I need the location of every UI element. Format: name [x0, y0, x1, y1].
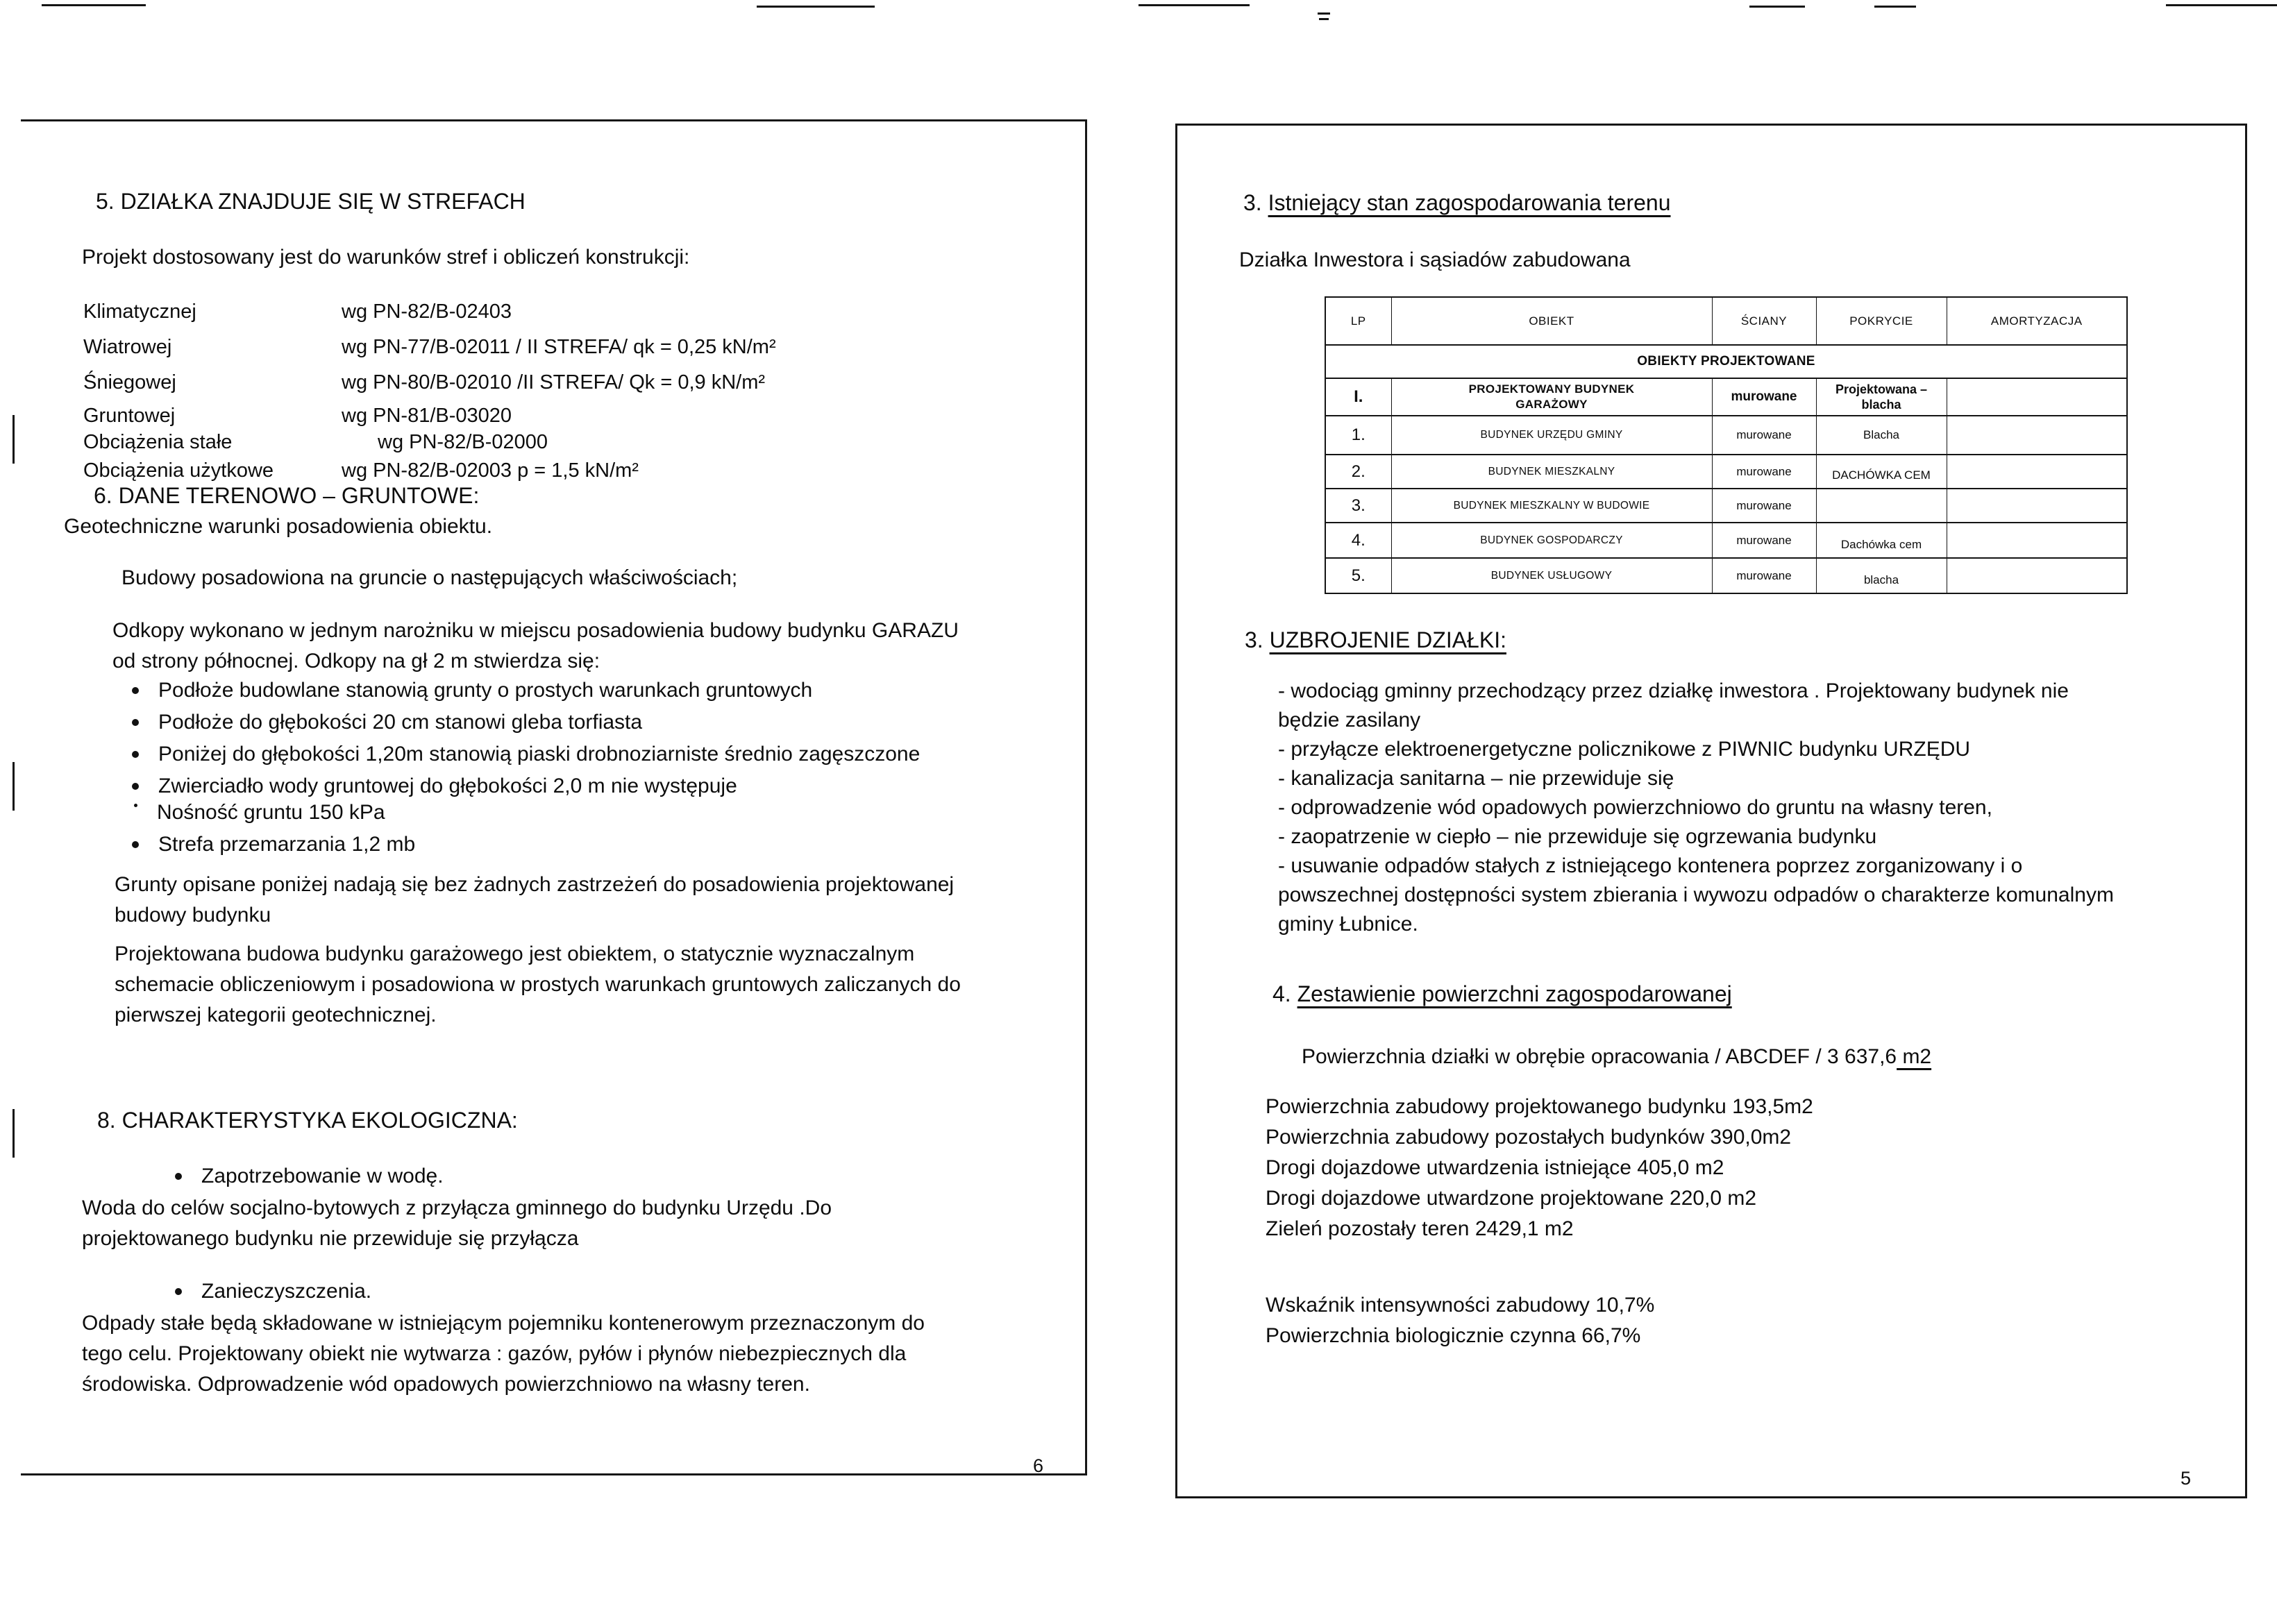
list-line: - wodociąg gminny przechodzący przez działkę inwestora . Projektowany budynek nie: [1278, 679, 2069, 702]
woda-paragraph: [82, 1193, 832, 1254]
section-6-intro: Budowy posadowiona na gruncie o następujących właściwościach;: [121, 566, 738, 589]
area-unit: m2: [1897, 1045, 1932, 1068]
norm-value: wg PN-82/B-02000: [378, 431, 548, 453]
norm-label: Klimatycznej: [83, 301, 196, 323]
section-5-intro: Projekt dostosowany jest do warunków stref i obliczeń konstrukcji:: [82, 246, 690, 269]
list-line: powszechnej dostępności system zbierania i wywozu odpadów o charakterze komunalnym: [1278, 883, 2114, 906]
buildings-table: [1325, 296, 2128, 594]
col-header-lp: LP: [1325, 297, 1391, 345]
norm-value: wg PN-77/B-02011 / II STREFA/ qk = 0,25 kN/m²: [342, 336, 776, 358]
cell-sciany: murowane: [1712, 489, 1816, 523]
cell-obiekt-text: PROJEKTOWANY BUDYNEK GARAŻOWY: [1468, 382, 1635, 411]
cell-lp: 3.: [1325, 489, 1391, 523]
section-title: UZBROJENIE DZIAŁKI:: [1269, 627, 1506, 652]
bullet-text: Podłoże budowlane stanowią grunty o prostych warunkach gruntowych: [158, 679, 813, 702]
cell-lp: I.: [1325, 378, 1391, 416]
bullet-icon: [134, 804, 137, 807]
section-title: Istniejący stan zagospodarowania terenu: [1268, 190, 1671, 215]
cell-pokrycie: Blacha: [1816, 416, 1947, 455]
scan-artifact: [12, 762, 15, 811]
grunty-paragraph: [115, 870, 954, 931]
table-row: [1325, 416, 2127, 455]
cell-sciany: murowane: [1712, 378, 1816, 416]
odkopy-paragraph: [112, 616, 959, 677]
norm-value: wg PN-80/B-02010 /II STREFA/ Qk = 0,9 kN/m²: [342, 371, 766, 394]
section-6-heading: 6. DANE TERENOWO – GRUNTOWE:: [94, 483, 480, 508]
area-text: Powierzchnia działki w obrębie opracowania / ABCDEF / 3 637,6: [1302, 1045, 1897, 1068]
section-title: Zestawienie powierzchni zagospodarowanej: [1297, 981, 1732, 1006]
area-line: [1302, 1042, 1931, 1072]
page-right: [1175, 124, 2247, 1498]
cell-pokrycie: [1816, 378, 1947, 416]
scan-artifact: [2166, 4, 2277, 6]
list-line: - odprowadzenie wód opadowych powierzchniowo do gruntu na własny teren,: [1278, 796, 1992, 819]
cell-lp: 1.: [1325, 416, 1391, 455]
scan-artifact: [1138, 4, 1250, 6]
cell-pokrycie: [1816, 489, 1947, 523]
norm-value: wg PN-81/B-03020: [342, 405, 512, 427]
list-line: Powierzchnia zabudowy pozostałych budynków 390,0m2: [1266, 1126, 1792, 1149]
zestawienie-list: [1266, 1092, 1813, 1244]
scan-artifact: [1749, 6, 1805, 8]
col-header-amortyzacja: AMORTYZACJA: [1947, 297, 2127, 345]
bullet-item: [132, 772, 737, 800]
cell-sciany: murowane: [1712, 558, 1816, 593]
odpady-paragraph: [82, 1308, 925, 1400]
cell-lp: 4.: [1325, 523, 1391, 558]
cell-amortyzacja: [1947, 558, 2127, 593]
scan-artifact: [1319, 18, 1329, 20]
norm-row: [83, 371, 765, 394]
paragraph-line: od strony północnej. Odkopy na gł 2 m stwierdza się:: [112, 650, 600, 673]
scan-artifact: [757, 6, 875, 8]
section-6-subtitle: Geotechniczne warunki posadowienia obiektu.: [64, 515, 493, 538]
table-section-row: [1325, 345, 2127, 378]
section-3-heading: [1243, 189, 1671, 216]
cell-pokrycie: blacha: [1816, 558, 1947, 593]
section-3-subtitle: Działka Inwestora i sąsiadów zabudowana: [1239, 248, 1631, 271]
scan-artifact: [12, 415, 15, 464]
paragraph-line: środowiska. Odprowadzenie wód opadowych powierzchniowo na własny teren.: [82, 1373, 810, 1396]
bullet-text: Zanieczyszczenia.: [201, 1280, 372, 1303]
bullet-item: [175, 1162, 444, 1190]
cell-sciany: murowane: [1712, 455, 1816, 489]
norm-label: Śniegowej: [83, 371, 176, 394]
projektowana-paragraph: [115, 939, 961, 1031]
bullet-item: [132, 709, 642, 736]
table-row: [1325, 558, 2127, 593]
norm-row: [83, 301, 512, 323]
page-number: 6: [1033, 1455, 1044, 1476]
table-row: [1325, 523, 2127, 558]
list-line: Zieleń pozostały teren 2429,1 m2: [1266, 1217, 1574, 1240]
cell-amortyzacja: [1947, 416, 2127, 455]
bullet-icon: [132, 783, 139, 790]
list-line: Drogi dojazdowe utwardzone projektowane 220,0 m2: [1266, 1187, 1757, 1210]
cell-pokrycie: DACHÓWKA CEM: [1816, 455, 1947, 489]
paragraph-line: Odkopy wykonano w jednym narożniku w miejscu posadowienia budowy budynku GARAZU: [112, 619, 959, 642]
cell-amortyzacja: [1947, 378, 2127, 416]
cell-amortyzacja: [1947, 455, 2127, 489]
wskazniki-list: [1266, 1290, 1654, 1351]
paragraph-line: Projektowana budowa budynku garażowego jest obiektem, o statycznie wyznaczalnym: [115, 942, 915, 965]
list-line: będzie zasilany: [1278, 709, 1421, 731]
col-header-pokrycie: POKRYCIE: [1816, 297, 1947, 345]
norm-label: Obciążenia stałe: [83, 431, 233, 453]
paragraph-line: schemacie obliczeniowym i posadowiona w prostych warunkach gruntowych zaliczanych do: [115, 973, 961, 996]
table-header-row: [1325, 297, 2127, 345]
bullet-icon: [132, 841, 139, 848]
page-number: 5: [2181, 1468, 2192, 1489]
bullet-text: Zapotrzebowanie w wodę.: [201, 1165, 444, 1187]
bullet-item: [132, 831, 415, 858]
paragraph-line: Woda do celów socjalno-bytowych z przyłącza gminnego do budynku Urzędu .Do: [82, 1196, 832, 1219]
bullet-item: [134, 799, 385, 827]
norm-row: [83, 459, 639, 482]
paragraph-line: tego celu. Projektowany obiekt nie wytwarza : gazów, pyłów i płynów niebezpiecznych dla: [82, 1342, 907, 1365]
col-header-sciany: ŚCIANY: [1712, 297, 1816, 345]
table-row: [1325, 489, 2127, 523]
cell-sciany: murowane: [1712, 416, 1816, 455]
bullet-item: [175, 1278, 371, 1305]
page-left: [21, 119, 1087, 1475]
cell-sciany: murowane: [1712, 523, 1816, 558]
section-5-heading: 5. DZIAŁKA ZNAJDUJE SIĘ W STREFACH: [96, 189, 526, 214]
norm-label: Obciążenia użytkowe: [83, 459, 274, 482]
bullet-text: Poniżej do głębokości 1,20m stanowią piaski drobnoziarniste średnio zagęszczone: [158, 743, 921, 766]
bullet-icon: [175, 1288, 182, 1295]
norm-row: [83, 431, 548, 454]
list-line: - przyłącze elektroenergetyczne policznikowe z PIWNIC budynku URZĘDU: [1278, 738, 1971, 761]
scan-artifact: [42, 4, 146, 6]
col-header-obiekt: OBIEKT: [1391, 297, 1712, 345]
cell-pokrycie: Dachówka cem: [1816, 523, 1947, 558]
bullet-item: [132, 677, 812, 704]
uzbrojenie-heading: [1245, 627, 1506, 653]
paragraph-line: pierwszej kategorii geotechnicznej.: [115, 1004, 437, 1026]
scan-artifact: [1874, 6, 1916, 8]
paragraph-line: budowy budynku: [115, 904, 271, 927]
cell-amortyzacja: [1947, 523, 2127, 558]
list-line: Powierzchnia biologicznie czynna 66,7%: [1266, 1324, 1641, 1347]
norm-value: wg PN-82/B-02403: [342, 301, 512, 323]
norm-row: [83, 405, 512, 428]
norm-label: Wiatrowej: [83, 336, 172, 358]
bullet-item: [132, 741, 920, 768]
section-number: 4.: [1272, 981, 1291, 1006]
list-line: Wskaźnik intensywności zabudowy 10,7%: [1266, 1294, 1655, 1317]
paragraph-line: Grunty opisane poniżej nadają się bez żadnych zastrzeżeń do posadowienia projektowanej: [115, 873, 955, 896]
cell-obiekt: BUDYNEK MIESZKALNY W BUDOWIE: [1391, 489, 1712, 523]
scan-artifact: [12, 1109, 15, 1158]
table-row: [1325, 455, 2127, 489]
section-number: 3.: [1245, 627, 1263, 652]
table-row: [1325, 378, 2127, 416]
bullet-text: Nośność gruntu 150 kPa: [157, 801, 385, 824]
bullet-text: Strefa przemarzania 1,2 mb: [158, 833, 416, 856]
cell-lp: 2.: [1325, 455, 1391, 489]
section-row-label: OBIEKTY PROJEKTOWANE: [1325, 345, 2127, 378]
cell-amortyzacja: [1947, 489, 2127, 523]
bullet-icon: [132, 751, 139, 758]
cell-obiekt: BUDYNEK URZĘDU GMINY: [1391, 416, 1712, 455]
norm-value: wg PN-82/B-02003 p = 1,5 kN/m²: [342, 459, 639, 482]
list-line: - zaopatrzenie w ciepło – nie przewiduje się ogrzewania budynku: [1278, 825, 1877, 848]
zestawienie-heading: [1272, 981, 1732, 1007]
bullet-text: Podłoże do głębokości 20 cm stanowi gleba torfiasta: [158, 711, 643, 734]
list-line: Powierzchnia zabudowy projektowanego budynku 193,5m2: [1266, 1095, 1813, 1118]
list-line: Drogi dojazdowe utwardzenia istniejące 405,0 m2: [1266, 1156, 1724, 1179]
uzbrojenie-list: [1278, 677, 2114, 939]
bullet-text: Zwierciadło wody gruntowej do głębokości 2,0 m nie występuje: [158, 775, 737, 797]
scan-artifact: [1318, 12, 1330, 15]
section-8-heading: 8. CHARAKTERYSTYKA EKOLOGICZNA:: [97, 1108, 518, 1133]
section-number: 3.: [1243, 190, 1262, 215]
bullet-icon: [132, 719, 139, 726]
cell-obiekt: BUDYNEK MIESZKALNY: [1391, 455, 1712, 489]
list-line: - usuwanie odpadów stałych z istniejącego kontenera poprzez zorganizowany i o: [1278, 854, 2023, 877]
norm-label: Gruntowej: [83, 405, 176, 427]
cell-pokrycie-text: Projektowana – blacha: [1835, 382, 1928, 412]
cell-obiekt: BUDYNEK USŁUGOWY: [1391, 558, 1712, 593]
cell-lp: 5.: [1325, 558, 1391, 593]
bullet-icon: [132, 687, 139, 694]
list-line: gminy Łubnice.: [1278, 913, 1418, 936]
cell-obiekt: BUDYNEK GOSPODARCZY: [1391, 523, 1712, 558]
paragraph-line: projektowanego budynku nie przewiduje się przyłącza: [82, 1227, 579, 1250]
list-line: - kanalizacja sanitarna – nie przewiduje się: [1278, 767, 1674, 790]
norm-row: [83, 336, 776, 359]
paragraph-line: Odpady stałe będą składowane w istniejącym pojemniku kontenerowym przeznaczonym do: [82, 1312, 925, 1335]
bullet-icon: [175, 1173, 182, 1180]
cell-obiekt: [1391, 378, 1712, 416]
